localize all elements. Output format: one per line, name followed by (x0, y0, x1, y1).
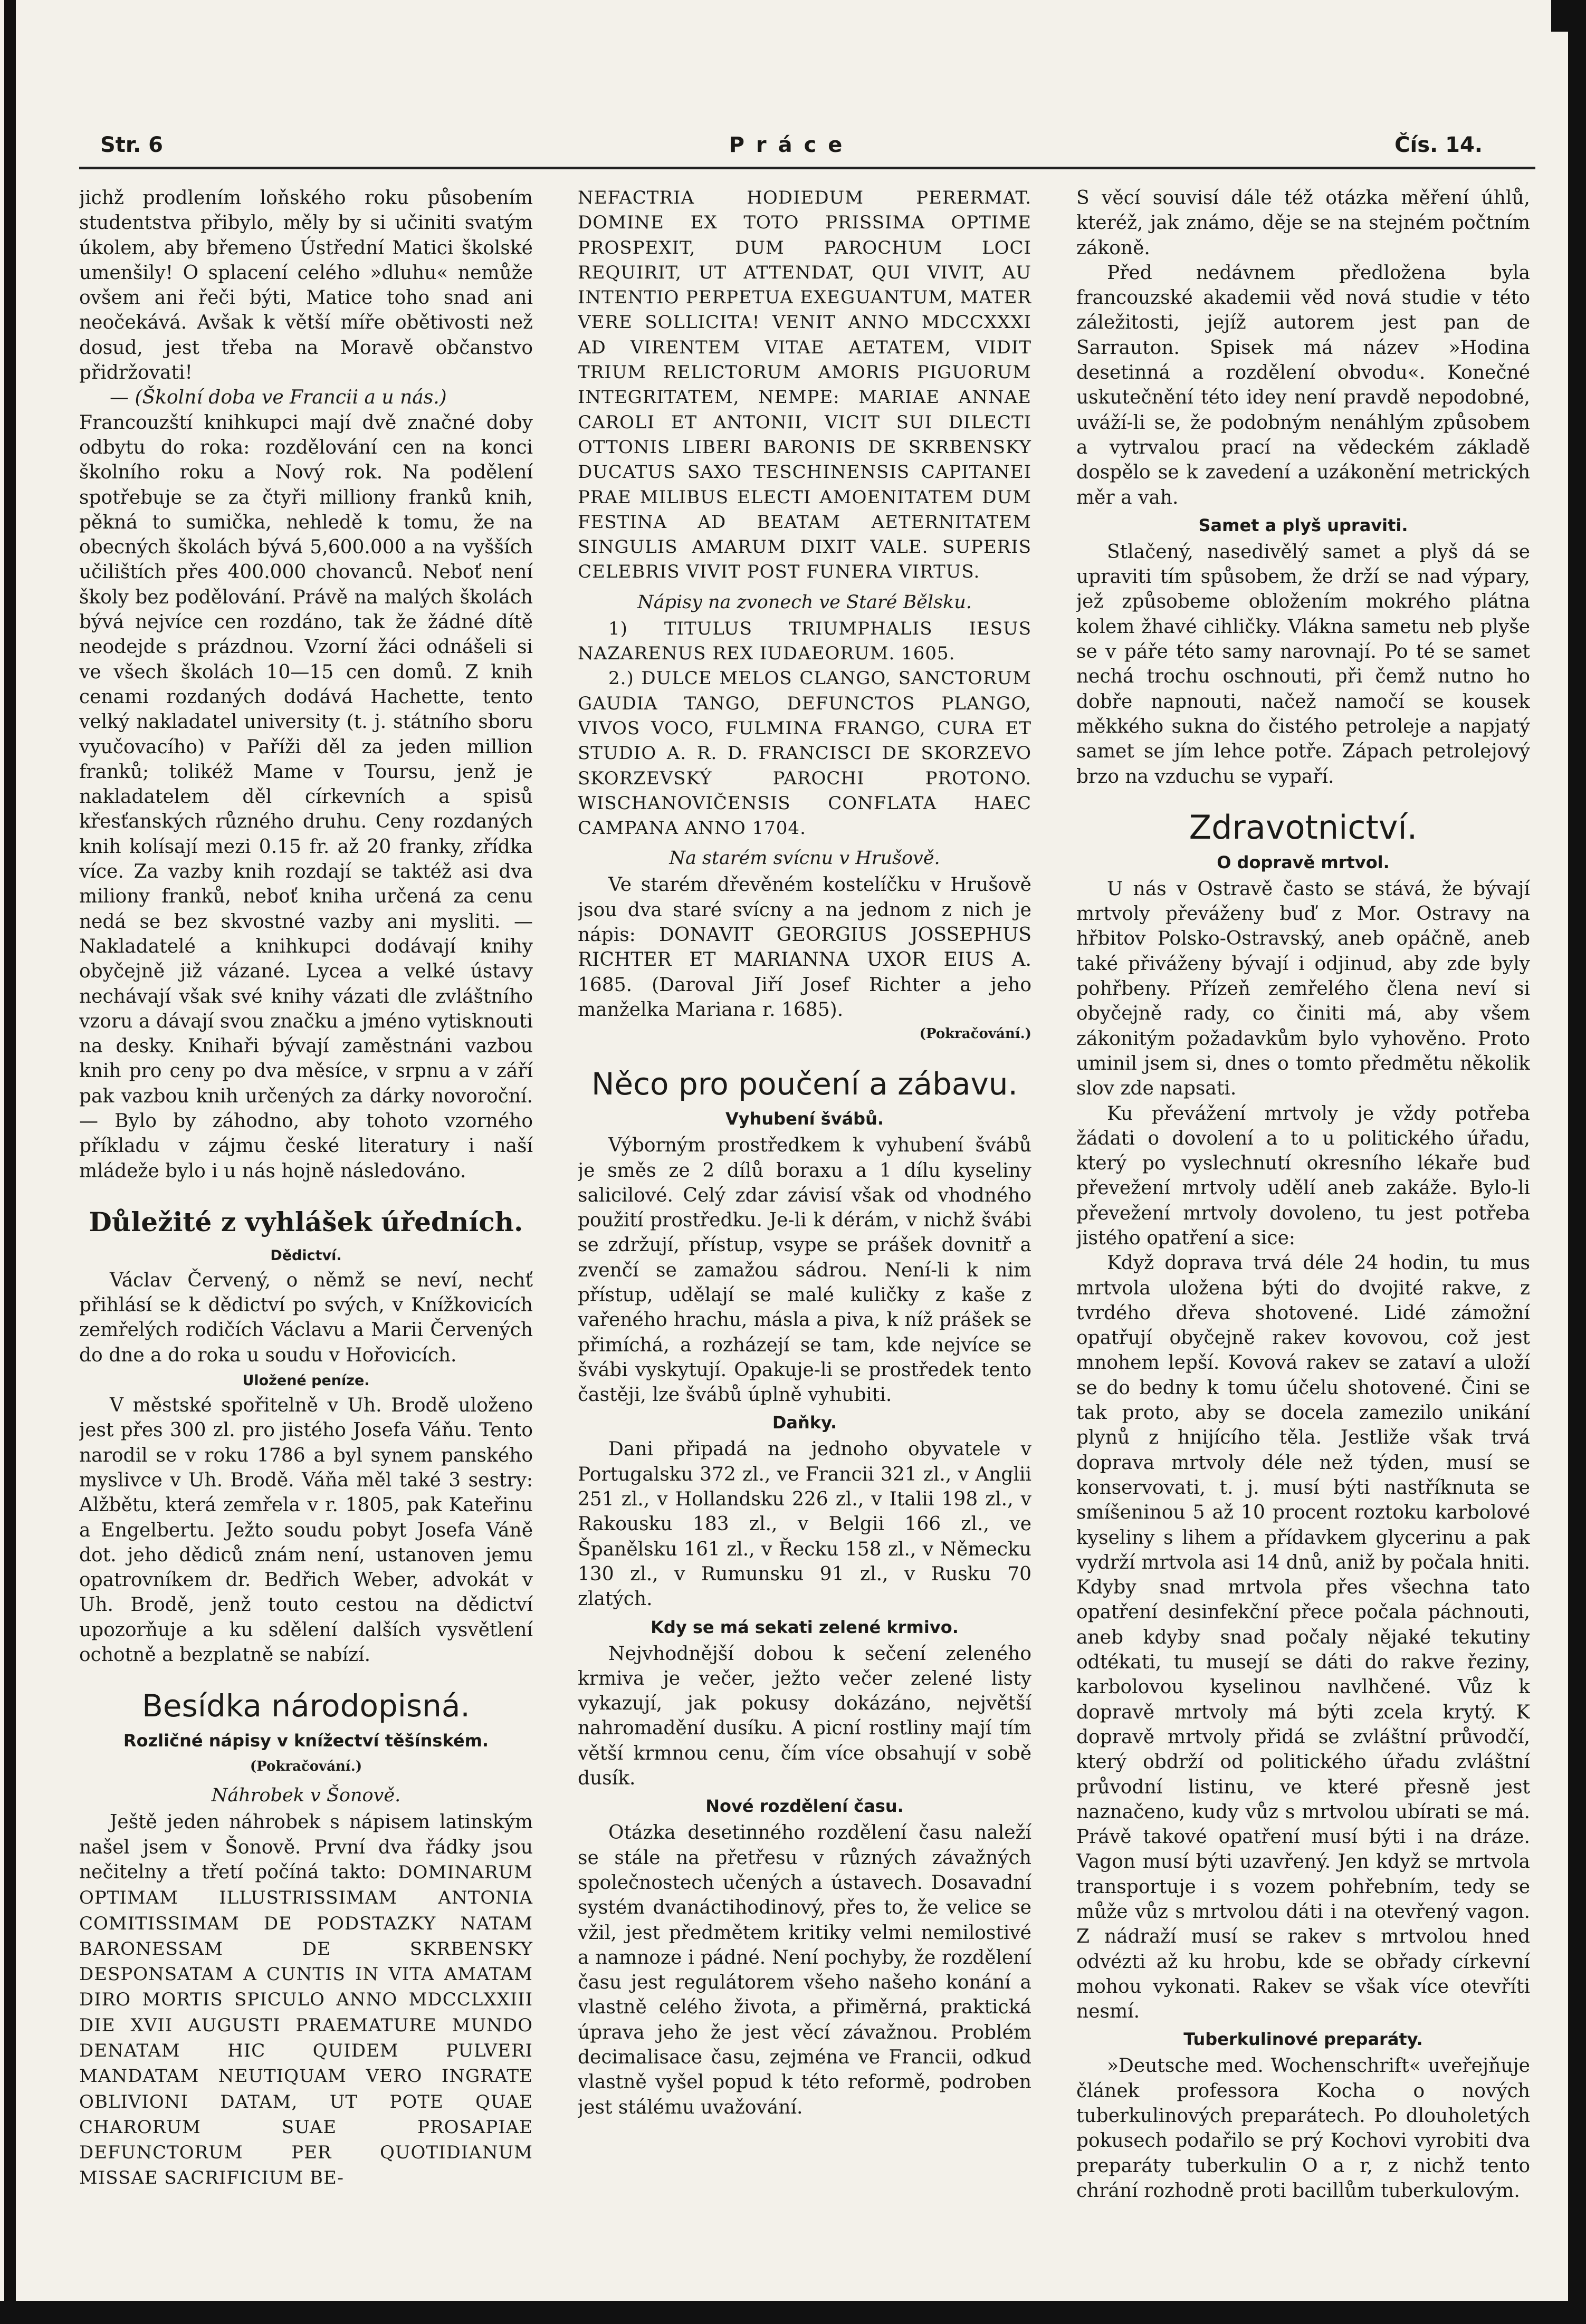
subheading: Samet a plyš upraviti. (1198, 515, 1408, 535)
section-heading: Něco pro poučení a zábavu. (591, 1066, 1018, 1102)
newspaper-title: Práce (729, 133, 854, 157)
issue-number: Čís. 14. (1394, 133, 1483, 157)
latin-inscription: DOMINARUM OPTIMAM ILLUSTRISSIMAM ANTONIA COMITISSIMAM DE PODSTAZKY NATAM BARONESSAM DE SKRBENSKY DESPONSATAM A CUNTIS IN VITA AMATAM DIRO MORTIS SPICULO ANNO MDCCLXXIII DIE XVII AUGUSTI PRAEMATURE MUNDO DENATAM HIC QUIDEM PULVERI MANDATAM NEUTIQUAM VERO INGRATE OBLIVIONI DATAM, UT POTE QUAE CHARORUM SUAE PROSAPIAE DEFUNCTORUM PER QUOTIDIANUM MISSAE SACRIFICIUM BE- (79, 1861, 533, 2189)
section-heading: Důležité z vyhlášek úředních. (89, 1206, 523, 1237)
subheading: Rozličné nápisy v knížectví těšínském. (123, 1731, 489, 1751)
column-1 (79, 186, 533, 2296)
article-paragraph: V městské spořitelně v Uh. Brodě uloženo jest přes 300 zl. pro jistého Josefa Váňu. Tento narodil se v roku 1786 a byl synem panského myslivce v Uh. Brodě. Váňa měl také 3 sestry: Alžbětu, která zemřela v r. 1805, pak Kateřinu a Engelbertu. Ježto soudu pobyt Josefa Váně dot. jeho dědiců znám není, ustanoven jemu opatrovníkem dr. Bedřich Weber, advokát v Uh. Brodě, jenž touto cestou na dědictví upozorňuje a ku sdělení dalších vysvětlení ochotně a bezplatně se nabízí. (79, 1395, 533, 1666)
subheading-italic: Na starém svícnu v Hrušově. (669, 848, 940, 869)
article-paragraph: Ve starém dřevěném kostelíčku v Hrušově jsou dva staré svícny a na jednom z nich je nápis: DONAVIT GEORGIUS JOSSEPHUS RICHTER ET MARIANNA UXOR EIUS A. 1685. (Daroval Jiří Josef Richter a jeho manželka Mariana r. 1685). (578, 874, 1031, 1021)
subheading: Vyhubení švábů. (725, 1109, 884, 1129)
scan-border-right (1568, 0, 1586, 2324)
section-heading: Zdravotnictví. (1189, 808, 1418, 847)
scan-border-bottom (0, 2301, 1586, 2324)
article-text: Ještě jeden náhrobek s nápisem latinským našel jsem v Šonově. První dva řádky jsou nečitelny a třetí počíná takto: (79, 1811, 533, 1883)
subheading: Tuberkulinové preparáty. (1183, 2029, 1423, 2050)
subheading: Nové rozdělení času. (705, 1796, 904, 1817)
scan-border-top-corner (1551, 0, 1586, 32)
article-title: (Školní doba ve Francii a u nás.) (135, 387, 447, 409)
subheading: Kdy se má sekati zelené krmivo. (651, 1617, 959, 1637)
column-2 (578, 186, 1031, 2296)
subheading-italic: Náhrobek v Šonově. (211, 1785, 401, 1807)
article-paragraph: Dani připadá na jednoho obyvatele v Portugalsku 372 zl., ve Francii 321 zl., v Anglii 251 zl., v Hollandsku 226 zl., v Italii 198 zl., v Rakousku 183 zl., v Belgii 166 zl., ve Španělsku 161 zl., v Řecku 158 zl., v Německu 130 zl., v Rumunsku 91 zl., v Rusku 70 zlatých. (578, 1438, 1031, 1610)
page-number: Str. 6 (100, 133, 163, 157)
latin-inscription: 2.) DULCE MELOS CLANGO, SANCTORUM GAUDIA TANGO, DEFUNCTOS PLANGO, VIVOS VOCO, FULMINA FRANGO, CURA ET STUDIO A. R. D. FRANCISCI DE SKORZEVO SKORZEVSKÝ PAROCHI PROTONO. WISCHANOVIČENSIS CONFLATA HAEC CAMPANA ANNO 1704. (578, 668, 1031, 839)
article-paragraph: Ku převážení mrtvoly je vždy potřeba žádati o dovolení a to u politického úřadu, který po vyslechnutí okresního lékaře buď převežení mrtvoly udělí aneb zakáže. Bylo-li převežení mrtvoly dovoleno, tu jest potřeba jistého opatření a sice: (1076, 1102, 1530, 1249)
article-paragraph: — (Školní doba ve Francii a u nás.) (110, 387, 447, 409)
latin-inscription: NEFACTRIA HODIEDUM PERERMAT. DOMINE EX TOTO PRISSIMA OPTIME PROSPEXIT, DUM PAROCHUM LOCI REQUIRIT, UT ATTENDAT, QUI VIVIT, AU INTENTIO PERPETUA EXEGUANTUM, MATER VERE SOLLICITA! VENIT ANNO MDCCXXXI AD VIRENTEM VITAE AETATEM, VIDIT TRIUM RELICTORUM AMORIS PIGUORUM INTEGRITATEM, NEMPE: MARIAE ANNAE CAROLI ET ANTONII, VICIT SUI DILECTI OTTONIS LIBERI BARONIS DE SKRBENSKY DUCATUS SAXO TESCHINENSIS CAPITANEI PRAE MILIBUS ELECTI AMOENITATEM DUM FESTINA AD BEATAM AETERNITATEM SINGULIS AMARUM DIXIT VALE. SUPERIS CELEBRIS VIVIT POST FUNERA VIRTUS. (578, 187, 1031, 583)
article-paragraph: Když doprava trvá déle 24 hodin, tu mus mrtvola uložena býti do dvojité rakve, z tvrdého dřeva shotovené. Lidé zámožní opatřují obyčejně rakev kovovou, což jest mnohem lepší. Kovová rakev se zataví a uloží se do bedny k tomu účelu shotovené. Čini se tak proto, aby se docela zamezilo unikání plynů z hnijícího těla. Jestliže však trvá doprava mrtvoly déle než týden, musí se konservovati, t. j. musí býti nastříknuta se smíšeninou 5 až 10 procent roztoku karbolové kyseliny s lihem a přídavkem glycerinu a pak vydrží mrtvola asi 14 dnů, aniž by počala hniti. Kdyby snad mrtvola přes všechna tato opatření desinfekční přece počala páchnouti, aneb kdyby snad počaly nějaké tekutiny odtékati, tu musejí se dáti do rakve řeziny, karbolovou kyselinou navlhčené. Vůz k dopravě mrtvoly má býti zcela krytý. K dopravě mrtvoly přidá se zvláštní průvodčí, který obdrží od politického úřadu zvláštní průvodní listinu, ve které přesně jest naznačeno, kudy vůz s mrtvolou ubírati se má. Právě takové opatření musí býti i na dráze. Vagon musí býti uzavřený. Jen když se mrtvola transportuje i s vozem pohřebním, tedy se může vůz s mrtvolou dáti i na otevřený vagon. Z nádraží musí se rakev s mrtvolou hned odvézti až ku hrobu, kde se obřady církevní mohou vykonati. Rakev se však více otevříti nesmí. (1076, 1252, 1530, 2023)
article-paragraph: Před nedávnem předložena byla francouzské akademii věd nová studie v této záležitosti, jejíž autorem jest pan de Sarrauton. Spisek má název »Hodina desetinná a rozdělení obvodu«. Konečné uskutečnění této idey není pravdě nepodobné, uváží-li se, že podobným nenáhlým způsobem a vytrvalou prací na vědeckém základě dospělo se k zavedení a uzákonění metrických měr a vah. (1076, 262, 1530, 508)
article-paragraph: Otázka desetinného rozdělení času naleží se stále na přetřesu v různých závažných společnostech učených a ústavech. Dosavadní systém dvanáctihodinový, přes to, že velice se vžil, jest předmětem kritiky velmi nemilostivé a namnoze i pádné. Není pochyby, že rozdělení času jest regulátorem všeho našeho konání a vlastně celého života, a přiměrná, praktická úprava jeho že jest věcí závažnou. Problém decimalisace času, zejména ve Francii, odkud vlastně vyšel popud k této reformě, podroben jest stálému uvažování. (578, 1822, 1031, 2118)
page-header (90, 127, 1493, 164)
article-paragraph: jichž prodlením loňského roku působením studentstva přibylo, měly by si učiniti svatým úkolem, aby břemeno Ústřední Matici školské umenšily! O splacení celého »dluhu« nemůže ovšem ani řeči býti, Matice toho snad ani neočekává. Avšak k větší míře obětivosti než dosud, jest třeba na Moravě občanstvo přidržovati! (79, 187, 533, 384)
subheading: Dědictví. (270, 1247, 342, 1264)
article-paragraph: Výborným prostředkem k vyhubení švábů je směs ze 2 dílů boraxu a 1 dílu kyseliny salicilové. Celý zdar závisí však od vhodného použití prostředku. Je-li k dérám, v nichž švábi se zdržují, přístup, vsype se prášek dovnitř a zvenčí se zamažou sádrou. Není-li k nim přístup, udělají se malé kuličky z kaše z vařeného hrachu, másla a piva, k níž prášek se přimíchá, a rozházejí se tam, kde nejvíce se švábi vyskytují. Opakuje-li se prostředek tento častěji, lze švábů úplně vyhubiti. (578, 1135, 1031, 1406)
article-paragraph: Václav Červený, o němž se neví, nechť přihlásí se k dědictví po svých, v Knížkovicích zemřelých rodičích Václavu a Marii Červených do dne a do roka u soudu v Hořovicích. (79, 1269, 533, 1366)
continued-note: (Pokračování.) (250, 1759, 362, 1775)
article-paragraph: S věcí souvisí dále též otázka měření úhlů, kteréž, jak známo, děje se na stejném počtním zákoně. (1076, 187, 1530, 259)
latin-inscription: 1) TITULUS TRIUMPHALIS IESUS NAZARENUS REX IUDAEORUM. 1605. (578, 618, 1031, 665)
article-paragraph: U nás v Ostravě často se stává, že bývají mrtvoly převáženy buď z Mor. Ostravy na hřbitov Polsko-Ostravský, aneb opáčně, aneb také přiváženy bývají i odjinud, aby zde byly pohřbeny. Přízeň zemřelého člena neví si obyčejně rady, co činiti má, aby všem zákonitým požadavkům bylo vyhověno. Proto uminil jsem si, dnes o tomto předmětu několik slov zde napsati. (1076, 878, 1530, 1100)
article-paragraph (79, 1810, 533, 2191)
subheading-italic: Nápisy na zvonech ve Staré Bělsku. (637, 591, 972, 613)
article-paragraph: Nejvhodnější dobou k sečení zeleného krmiva je večer, ježto večer zelené listy vykazují, jak pokusy dokázáno, největší nahromadění dusíku. A picní rostliny mají tím větší krmnou cenu, čím více obsahují v sobě dusík. (578, 1643, 1031, 1790)
column-3 (1076, 186, 1530, 2296)
section-heading: Besídka národopisná. (142, 1688, 470, 1724)
scan-border-left (4, 0, 16, 2324)
subheading: Daňky. (772, 1413, 837, 1433)
article-paragraph: Francouzští knihkupci mají dvě značné doby odbytu do roka: rozdělování cen na konci školního roku a Nový rok. Na podělení spotřebuje se za čtyři milliony franků knih, pěkná to sumička, nehledě k tomu, že na obecných školách bývá 5,600.000 a na vyšších učilištích přes 400.000 chovanců. Neboť není školy bez podělování. Právě na malých školách bývá nejvíce cen rozdáno, tak že žádné dítě neodejde s prázdnou. Vzorní žáci odnášeli si ve všech školách 10—15 cen domů. Z knih cenami rozdaných dodává Hachette, tento velký nakladatel university (t. j. státního sboru vyučovacího) v Paříži děl za jeden million franků; tolikéž Mame v Toursu, jenž je nakladatelem děl církevních a spisů křesťanských různého druhu. Ceny rozdaných knih kolísají mezi 0.15 fr. až 20 franky, zřídka více. Za vazby knih rozdají se taktéž asi dva miliony franků, neboť kniha určená za cenu nedá se bez skvostné vazby ani mysliti. — Nakladatelé a knihkupci dodávají knihy obyčejně již vázané. Lycea a velké ústavy nechávají však své knihy vázati dle zvláštního vzoru a dávají svou značku a jméno vytisknouti na desky. Knihaři bývají zaměstnáni vazbou knih pro ceny po dva měsíce, v srpnu a v září pak vazbou knih určených za dárky novoroční. — Bylo by záhodno, aby tohoto vzorného příkladu v zájmu české literatury i naší mládeže bylo i u nás hojně následováno. (79, 411, 533, 1182)
continued-note: (Pokračování.) (919, 1026, 1031, 1042)
subheading: O dopravě mrtvol. (1217, 852, 1390, 872)
header-rule (79, 167, 1535, 169)
article-paragraph: Stlačený, nasedivělý samet a plyš dá se upraviti tím spůsobem, že drží se nad výpary, jež způsobeme obložením mokrého plátna kolem žhavé cihličky. Vlákna sametu neb plyše se v páře této samy narovnají. Po té se samet nechá trochu oschnouti, při čemž nutno ho dobře napnouti, načež namočí se kousek měkkého sukna do čistého petroleje a napjatý samet se jím lehce potře. Zápach petrolejový brzo na vzduchu se vypaří. (1076, 541, 1530, 788)
article-paragraph: »Deutsche med. Wochenschrift« uveřejňuje článek professora Kocha o nových tuberkulinových preparátech. Po dlouholetých pokusech podařilo se prý Kochovi vyrobiti dva preparáty tuberkulin O a r, z nichž tento chrání rozhodně proti bacillům tuberkulovým. (1076, 2055, 1530, 2202)
subheading: Uložené peníze. (242, 1372, 370, 1389)
